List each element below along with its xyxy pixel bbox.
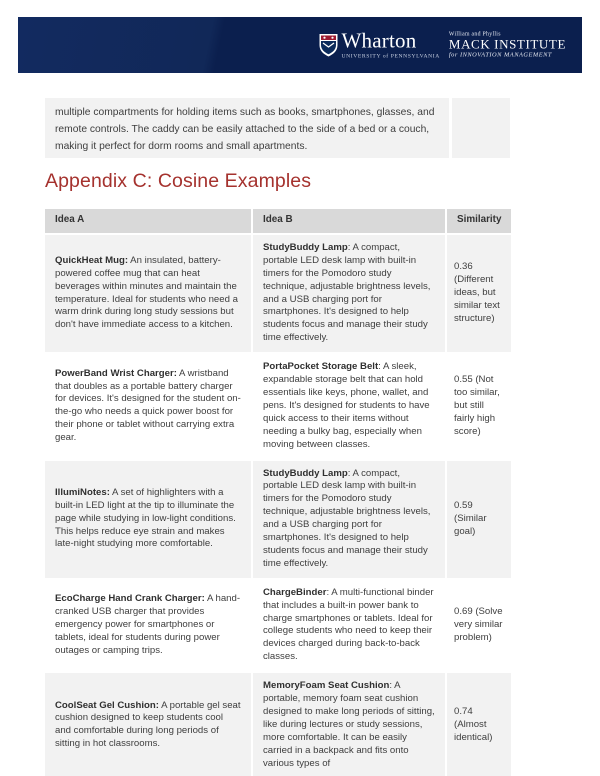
similarity-score: 0.69 (Solve very similar problem) — [454, 606, 503, 643]
column-header-idea-b: Idea B — [253, 209, 445, 233]
table-cell-similarity — [447, 354, 511, 458]
idea-b-name: StudyBuddy Lamp — [263, 241, 348, 253]
wharton-name: Wharton — [341, 28, 417, 53]
table-cell-idea-b — [253, 354, 445, 458]
similarity-score: 0.55 (Not too similar, but still fairly high score) — [454, 374, 500, 437]
institute-tagline: for INNOVATION MANAGEMENT — [448, 51, 552, 59]
idea-a-name: EcoCharge Hand Crank Charger: — [55, 593, 205, 605]
cosine-examples-table — [45, 209, 511, 776]
idea-a-name: CoolSeat Gel Cushion: — [55, 699, 159, 711]
idea-b-name: ChargeBinder — [263, 586, 327, 598]
column-header-idea-a: Idea A — [45, 209, 251, 233]
idea-b-name: PortaPocket Storage Belt — [263, 361, 379, 373]
university-name: UNIVERSITY of PENNSYLVANIA — [341, 53, 440, 60]
penn-shield-icon — [319, 34, 338, 57]
table-cell-idea-b — [253, 580, 445, 671]
carryover-empty-cell — [452, 98, 510, 158]
wharton-logo-block — [319, 28, 440, 60]
table-cell-similarity — [447, 673, 511, 776]
idea-a-name: PowerBand Wrist Charger: — [55, 367, 177, 379]
wharton-wordmark — [341, 28, 440, 60]
table-cell-idea-b — [253, 461, 445, 578]
idea-a-description: A hand-cranked USB charger that provides emergency power for smartphones or tablets, ideal for students during power outages or camping trips. — [55, 593, 241, 656]
table-cell-similarity — [447, 235, 511, 352]
header-banner — [18, 17, 582, 73]
table-cell-idea-a — [45, 580, 251, 671]
institute-name: MACK INSTITUTE — [448, 36, 566, 52]
table-cell-idea-b — [253, 235, 445, 352]
idea-b-description: : A compact, portable LED desk lamp with built-in timers for the Pomodoro study technique, adjustable brightness levels, and a USB charging port for smartphones. It's designed to help students focus and manage their study time effectively. — [263, 467, 431, 569]
table-cell-similarity — [447, 461, 511, 578]
carryover-row — [45, 98, 510, 158]
wharton-mack-logo — [319, 28, 566, 60]
idea-a-description: A wristband that doubles as a portable battery charger for devices. It's designed for the student on-the-go who needs a quick power boost for their phone or tablet without carrying extra gear. — [55, 367, 241, 444]
idea-b-description: : A sleek, expandable storage belt that can hold essentials like keys, phone, wallet, and pens. It's designed for students to have quick access to their items without needing a bulky bag, especially when moving between classes. — [263, 361, 430, 450]
idea-b-description: : A portable, memory foam seat cushion designed to make long periods of sitting, like during lectures or study sessions, more comfortable. It can be easily carried in a backpack and fits onto various types of — [263, 680, 435, 769]
table-cell-similarity — [447, 580, 511, 671]
idea-b-description: : A compact, portable LED desk lamp with built-in timers for the Pomodoro study technique, adjustable brightness levels, and a USB charging port for smartphones. It's designed to help students focus and manage their study time effectively. — [263, 241, 431, 344]
table-cell-idea-a — [45, 235, 251, 352]
table-cell-idea-a — [45, 673, 251, 776]
similarity-score: 0.59 (Similar goal) — [454, 499, 487, 537]
idea-a-name: IllumiNotes: — [55, 486, 110, 498]
idea-b-name: MemoryFoam Seat Cushion — [263, 680, 390, 692]
similarity-score: 0.74 (Almost identical) — [454, 706, 493, 743]
table-cell-idea-a — [45, 354, 251, 458]
idea-b-description: : A multi-functional binder that includes a built-in power bank to charge smartphones or tablets. Ideal for college students who need to keep their devices charged during back-to-back classes. — [263, 586, 434, 663]
table-cell-idea-a — [45, 461, 251, 578]
idea-a-description: An insulated, battery-powered coffee mug that can heat beverages within minutes and maintain the temperature. Ideal for students who need a warm drink during long study sessions but don't have immediate access to a kitchen. — [55, 254, 238, 331]
institute-benefactors: William and Phyllis — [448, 31, 501, 38]
idea-b-name: StudyBuddy Lamp — [263, 467, 348, 479]
idea-a-description: A set of highlighters with a built-in LED light at the tip to illuminate the page while studying in low-light conditions. This helps reduce eye strain and makes late-night studying more comfortable. — [55, 486, 236, 550]
mack-institute-wordmark — [449, 32, 566, 59]
idea-a-name: QuickHeat Mug: — [55, 254, 129, 266]
page-title: Appendix C: Cosine Examples — [45, 170, 312, 192]
table-cell-idea-b — [253, 673, 445, 776]
idea-a-description: A portable gel seat cushion designed to keep students cool and comfortable during long periods of sitting in hot classrooms. — [55, 699, 241, 750]
column-header-similarity: Similarity — [447, 209, 511, 233]
carryover-paragraph: multiple compartments for holding items such as books, smartphones, glasses, and remote controls. The caddy can be easily attached to the side of a bed or a couch, making it perfect for dorm rooms and small apartments. — [45, 98, 449, 158]
similarity-score: 0.36 (Different ideas, but similar text structure) — [454, 261, 500, 324]
